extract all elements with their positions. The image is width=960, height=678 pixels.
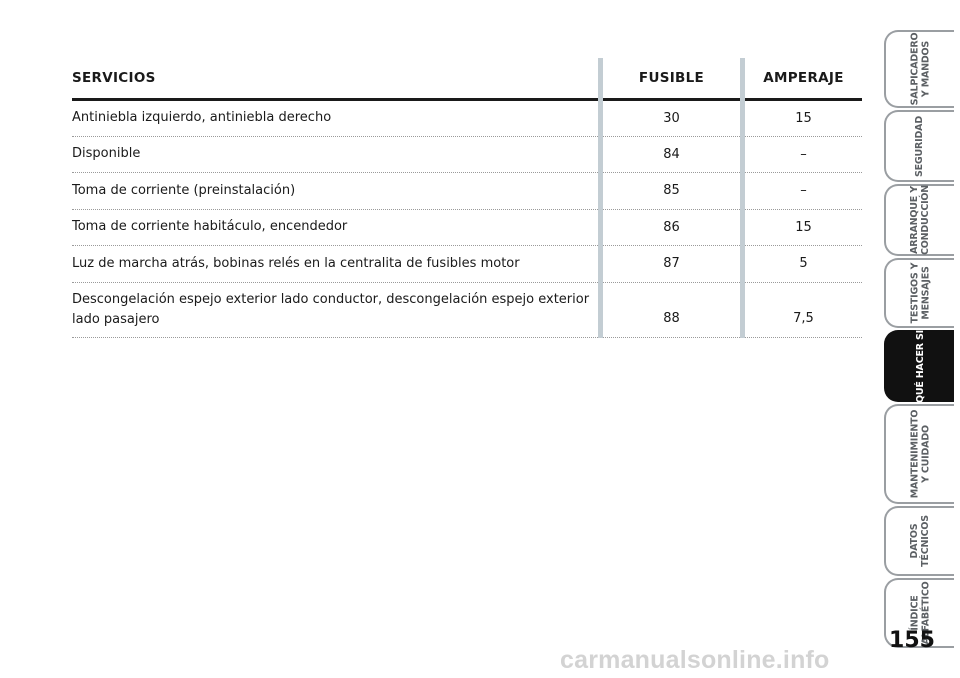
fuse-cell: 84 bbox=[601, 136, 743, 173]
table-row bbox=[72, 173, 862, 210]
amperage-cell: – bbox=[743, 173, 863, 210]
service-cell: Luz de marcha atrás, bobinas relés en la centralita de fusibles motor bbox=[72, 246, 601, 283]
service-cell: Descongelación espejo exterior lado conductor, descongelación espejo exterior lado pasajero bbox=[72, 282, 601, 337]
fuse-cell: 88 bbox=[601, 282, 743, 337]
tab-arranque-y-conduccion[interactable] bbox=[884, 184, 954, 256]
tab-label: SEGURIDAD bbox=[914, 115, 926, 177]
table-row bbox=[72, 100, 862, 137]
table-row bbox=[72, 282, 862, 337]
table-row bbox=[72, 246, 862, 283]
table-row bbox=[72, 209, 862, 246]
tab-label: ÍNDICE ALFABÉTICO bbox=[908, 581, 931, 645]
tab-testigos-y-mensajes[interactable] bbox=[884, 258, 954, 328]
fuse-cell: 87 bbox=[601, 246, 743, 283]
amperage-cell: 15 bbox=[743, 100, 863, 137]
tab-datos-tecnicos[interactable] bbox=[884, 506, 954, 576]
fuse-cell: 86 bbox=[601, 209, 743, 246]
header-services: SERVICIOS bbox=[72, 58, 601, 100]
service-cell: Disponible bbox=[72, 136, 601, 173]
tab-label: ARRANQUE Y CONDUCCIÓN bbox=[909, 184, 932, 256]
tab-salpicadero-y-mandos[interactable] bbox=[884, 30, 954, 108]
tab-label: QUÉ HACER SI bbox=[914, 329, 926, 403]
tab-label: DATOS TÉCNICOS bbox=[909, 515, 931, 567]
watermark: carmanualsonline.info bbox=[560, 646, 830, 674]
amperage-cell: 15 bbox=[743, 209, 863, 246]
tab-label: TESTIGOS Y MENSAJES bbox=[908, 262, 931, 324]
tab-seguridad[interactable] bbox=[884, 110, 954, 182]
fuse-cell: 30 bbox=[601, 100, 743, 137]
service-cell: Toma de corriente (preinstalación) bbox=[72, 173, 601, 210]
amperage-cell: – bbox=[743, 136, 863, 173]
service-cell: Toma de corriente habitáculo, encendedor bbox=[72, 209, 601, 246]
tab-que-hacer-si[interactable] bbox=[884, 330, 954, 402]
fuse-cell: 85 bbox=[601, 173, 743, 210]
service-cell: Antiniebla izquierdo, antiniebla derecho bbox=[72, 100, 601, 137]
fuse-table bbox=[72, 58, 862, 338]
header-amperage: AMPERAJE bbox=[743, 58, 863, 100]
page-number: 155 bbox=[889, 628, 935, 653]
header-fuse: FUSIBLE bbox=[601, 58, 743, 100]
amperage-cell: 7,5 bbox=[743, 282, 863, 337]
tab-label: SALPICADERO Y MANDOS bbox=[909, 32, 932, 106]
amperage-cell: 5 bbox=[743, 246, 863, 283]
tab-label: MANTENIMIENTO Y CUIDADO bbox=[909, 409, 932, 499]
table-row bbox=[72, 136, 862, 173]
table-header-row bbox=[72, 58, 862, 100]
tab-mantenimiento-y-cuidado[interactable] bbox=[884, 404, 954, 504]
